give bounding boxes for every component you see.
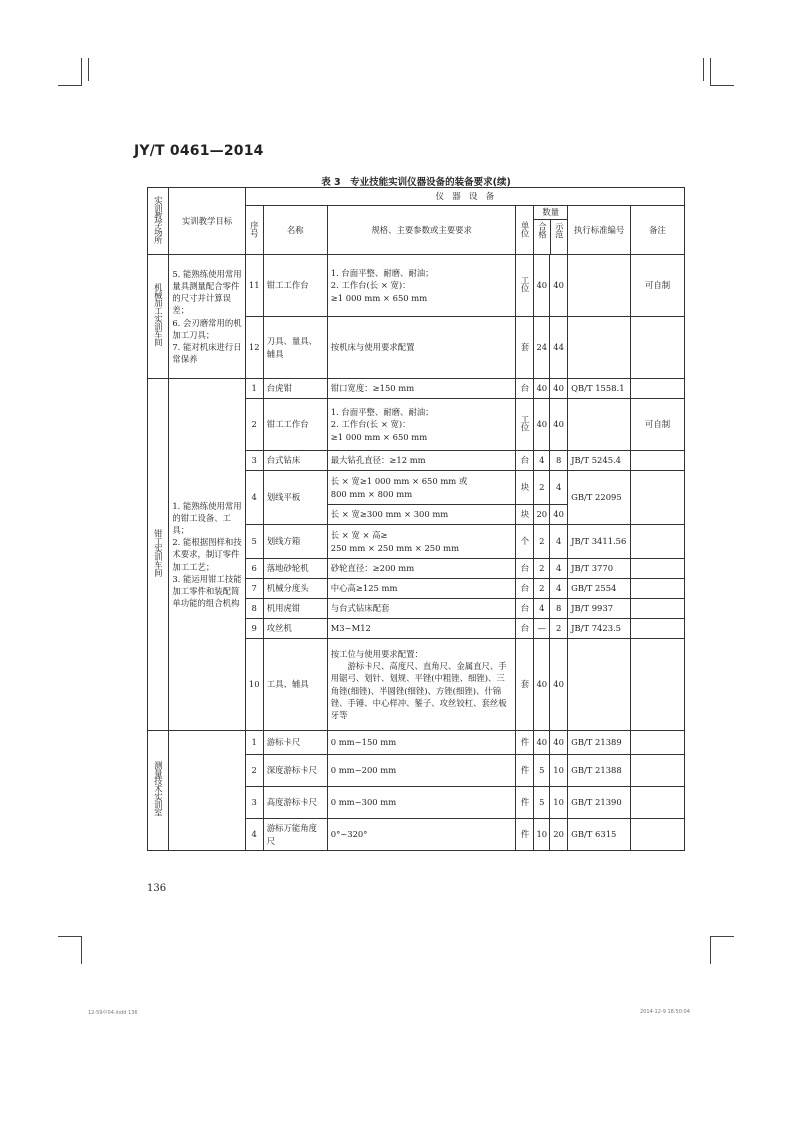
row-spec: 0 mm~300 mm — [327, 787, 516, 819]
row-qualified: 5 — [534, 787, 550, 819]
row-no: 3 — [245, 451, 263, 471]
crop-mark — [703, 58, 704, 81]
row-unit: 套 — [516, 317, 534, 379]
crop-mark — [710, 58, 711, 86]
row-demo: 4 — [550, 579, 568, 599]
row-name: 划线平板 — [263, 471, 327, 525]
header-standard: 执行标准编号 — [568, 206, 631, 255]
row-no: 1 — [245, 731, 263, 755]
row-qualified: 40 — [534, 399, 550, 451]
standard-code: JY/T 0461—2014 — [134, 143, 264, 159]
row-qualified: 40 — [534, 379, 550, 399]
row-no: 11 — [245, 255, 263, 317]
row-spec: 长 × 宽 × 高≥ 250 mm × 250 mm × 250 mm — [327, 525, 516, 559]
row-standard: JB/T 5245.4 — [568, 451, 631, 471]
header-qualified: 合格 — [534, 220, 551, 254]
row-spec: 最大钻孔直径：≥12 mm — [327, 451, 516, 471]
row-standard: JB/T 9937 — [568, 599, 631, 619]
row-standard: GB/T 2554 — [568, 579, 631, 599]
row-standard: QB/T 1558.1 — [568, 379, 631, 399]
row-name: 钳工工作台 — [263, 399, 327, 451]
row-no: 2 — [245, 399, 263, 451]
row-standard: GB/T 6315 — [568, 819, 631, 851]
row-spec: 长 × 宽≥1 000 mm × 650 mm 或 800 mm × 800 mm — [327, 471, 516, 505]
page-number: 136 — [147, 883, 167, 894]
row-demo: 40 — [550, 731, 568, 755]
row-demo: 4 — [550, 559, 568, 579]
row-demo: 10 — [550, 755, 568, 787]
row-name: 台虎钳 — [263, 379, 327, 399]
row-name: 高度游标卡尺 — [263, 787, 327, 819]
row-demo: 40 — [550, 399, 568, 451]
row-remark — [631, 379, 685, 399]
row-remark — [631, 599, 685, 619]
row-no: 3 — [245, 787, 263, 819]
row-name: 攻丝机 — [263, 619, 327, 639]
row-qualified: 4 — [534, 451, 550, 471]
row-name: 游标卡尺 — [263, 731, 327, 755]
row-demo: 10 — [550, 787, 568, 819]
row-standard: GB/T 22095 — [568, 471, 631, 525]
row-standard: JB/T 3770 — [568, 559, 631, 579]
row-demo: 4 — [550, 525, 568, 559]
site-cell: 机械加工实训车间 — [148, 255, 169, 379]
row-remark — [631, 755, 685, 787]
row-remark — [631, 787, 685, 819]
header-quantity — [534, 206, 568, 255]
table-row — [148, 731, 685, 755]
row-remark — [631, 819, 685, 851]
row-qualified: 2 — [534, 525, 550, 559]
row-demo: 4 — [550, 471, 568, 505]
row-qualified: 2 — [534, 471, 550, 505]
row-spec: 钳口宽度：≥150 mm — [327, 379, 516, 399]
row-unit: 台 — [516, 619, 534, 639]
crop-mark — [710, 936, 711, 964]
row-qualified: — — [534, 619, 550, 639]
row-name: 台式钻床 — [263, 451, 327, 471]
row-spec: 中心高≥125 mm — [327, 579, 516, 599]
row-demo: 2 — [550, 619, 568, 639]
crop-mark — [58, 936, 82, 937]
row-standard: GB/T 21390 — [568, 787, 631, 819]
row-standard: JB/T 7423.5 — [568, 619, 631, 639]
row-name: 深度游标卡尺 — [263, 755, 327, 787]
row-spec: 0 mm~200 mm — [327, 755, 516, 787]
table-row — [148, 255, 685, 317]
row-unit: 件 — [516, 819, 534, 851]
crop-mark — [88, 58, 89, 81]
crop-mark — [710, 85, 734, 86]
header-demo: 示范 — [554, 222, 565, 238]
row-spec: M3~M12 — [327, 619, 516, 639]
row-no: 6 — [245, 559, 263, 579]
row-name: 刀具、量具、辅具 — [263, 317, 327, 379]
row-remark — [631, 317, 685, 379]
row-no: 7 — [245, 579, 263, 599]
row-unit: 台 — [516, 379, 534, 399]
row-remark — [631, 525, 685, 559]
crop-mark — [710, 936, 734, 937]
row-standard — [568, 317, 631, 379]
row-remark — [631, 471, 685, 525]
row-name: 工具、辅具 — [263, 639, 327, 731]
goal-cell — [169, 731, 245, 851]
row-unit: 工位 — [516, 255, 534, 317]
row-remark — [631, 731, 685, 755]
row-remark — [631, 451, 685, 471]
row-unit: 台 — [516, 559, 534, 579]
row-no: 4 — [245, 819, 263, 851]
crop-mark — [81, 936, 82, 964]
row-demo: 8 — [550, 451, 568, 471]
row-unit: 台 — [516, 599, 534, 619]
row-unit: 台 — [516, 451, 534, 471]
row-standard — [568, 255, 631, 317]
header-unit: 单位 — [516, 206, 534, 255]
row-standard: JB/T 3411.56 — [568, 525, 631, 559]
row-no: 5 — [245, 525, 263, 559]
row-remark — [631, 619, 685, 639]
row-spec: 砂轮直径：≥200 mm — [327, 559, 516, 579]
row-unit: 块 — [516, 505, 534, 525]
equipment-table — [147, 187, 685, 851]
row-qualified: 24 — [534, 317, 550, 379]
row-remark — [631, 639, 685, 731]
site-cell: 钳工实训车间 — [148, 379, 169, 731]
row-name: 落地砂轮机 — [263, 559, 327, 579]
row-unit: 台 — [516, 579, 534, 599]
row-spec: 1. 台面平整、耐磨、耐油； 2. 工作台(长 × 宽)： ≥1 000 mm × 650 mm — [327, 255, 516, 317]
row-demo: 40 — [550, 505, 568, 525]
row-spec: 按机床与使用要求配置 — [327, 317, 516, 379]
row-demo: 40 — [550, 639, 568, 731]
row-unit: 块 — [516, 471, 534, 505]
row-unit: 件 — [516, 731, 534, 755]
header-no: 序号 — [245, 206, 263, 255]
row-no: 8 — [245, 599, 263, 619]
header-quantity-label: 数量 — [534, 206, 567, 220]
row-no: 12 — [245, 317, 263, 379]
table-row — [148, 379, 685, 399]
crop-mark — [81, 58, 82, 86]
row-name: 划线方箱 — [263, 525, 327, 559]
row-standard — [568, 639, 631, 731]
row-demo: 44 — [550, 317, 568, 379]
row-unit: 件 — [516, 787, 534, 819]
row-demo: 40 — [550, 379, 568, 399]
row-unit: 件 — [516, 755, 534, 787]
row-demo: 40 — [550, 255, 568, 317]
row-spec: 1. 台面平整、耐磨、耐油； 2. 工作台(长 × 宽)： ≥1 000 mm × 650 mm — [327, 399, 516, 451]
row-no: 4 — [245, 471, 263, 525]
row-qualified: 40 — [534, 731, 550, 755]
row-remark — [631, 579, 685, 599]
goal-cell: 1. 能熟练使用常用的钳工设备、工具； 2. 能根据图样和技术要求，制订零件加工工艺； 3. 能运用钳工技能加工零件和装配简单功能的组合机构 — [169, 379, 245, 731]
header-remarks: 备注 — [631, 206, 685, 255]
print-timestamp: 2014-12-9 18:50:04 — [640, 1009, 690, 1015]
row-remark: 可自制 — [631, 399, 685, 451]
header-goal: 实训教学目标 — [169, 188, 245, 255]
row-spec: 0°~320° — [327, 819, 516, 851]
row-qualified: 2 — [534, 559, 550, 579]
row-no: 10 — [245, 639, 263, 731]
goal-cell: 5. 能熟练使用常用量具测量配合零件的尺寸并计算误差； 6. 会刃磨常用的机加工刀具； 7. 能对机床进行日常保养 — [169, 255, 245, 379]
row-standard: GB/T 21389 — [568, 731, 631, 755]
row-name: 钳工工作台 — [263, 255, 327, 317]
header-spec: 规格、主要参数或主要要求 — [327, 206, 516, 255]
header-name: 名称 — [263, 206, 327, 255]
row-no: 2 — [245, 755, 263, 787]
crop-mark — [58, 85, 82, 86]
row-demo: 20 — [550, 819, 568, 851]
print-file-info: 12-59中04.indd 136 — [88, 1010, 138, 1016]
row-qualified: 40 — [534, 255, 550, 317]
row-qualified: 40 — [534, 639, 550, 731]
row-no: 1 — [245, 379, 263, 399]
row-qualified: 4 — [534, 599, 550, 619]
row-qualified: 20 — [534, 505, 550, 525]
row-qualified: 10 — [534, 819, 550, 851]
table-title: 表 3 专业技能实训仪器设备的装备要求(续) — [321, 177, 511, 188]
header-equipment-group: 仪 器 设 备 — [245, 188, 684, 206]
row-no: 9 — [245, 619, 263, 639]
row-name: 游标万能角度尺 — [263, 819, 327, 851]
header-site: 实训教学场所 — [148, 188, 169, 255]
row-standard: GB/T 21388 — [568, 755, 631, 787]
row-demo: 8 — [550, 599, 568, 619]
row-unit: 个 — [516, 525, 534, 559]
row-remark: 可自制 — [631, 255, 685, 317]
row-name: 机用虎钳 — [263, 599, 327, 619]
row-qualified: 5 — [534, 755, 550, 787]
row-unit: 工位 — [516, 399, 534, 451]
row-remark — [631, 559, 685, 579]
row-standard — [568, 399, 631, 451]
row-name: 机械分度头 — [263, 579, 327, 599]
row-unit: 套 — [516, 639, 534, 731]
row-spec: 按工位与使用要求配置： 游标卡尺、高度尺、直角尺、金属直尺、手用锯弓、划针、划规、平锉(中粗锉、细锉)、三角锉(细锉)、半圆锉(细锉)、方锉(细锉)、什锦锉、手锤、中心样冲、錾子、攻丝铰杠、套丝板牙等 — [327, 639, 516, 731]
row-spec: 0 mm~150 mm — [327, 731, 516, 755]
site-cell: 测量技术实训室 — [148, 731, 169, 851]
row-qualified: 2 — [534, 579, 550, 599]
row-spec: 长 × 宽≥300 mm × 300 mm — [327, 505, 516, 525]
row-spec: 与台式钻床配套 — [327, 599, 516, 619]
